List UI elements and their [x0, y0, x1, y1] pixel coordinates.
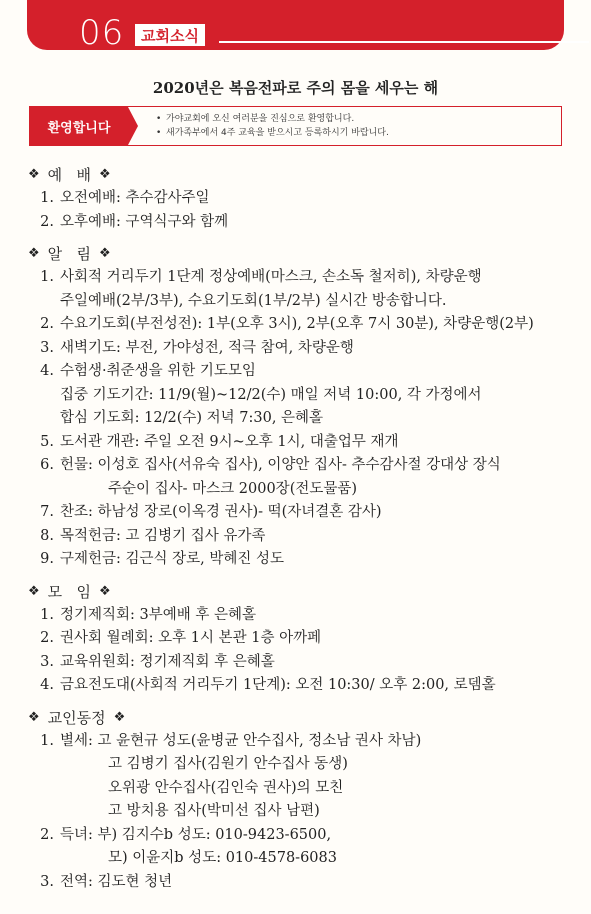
list-item: 2. 오후예배: 구역식구와 함께 — [40, 213, 229, 230]
meeting-section — [28, 580, 573, 698]
notice-section — [28, 242, 573, 572]
section-title-box — [135, 24, 205, 46]
list-item: 6. 헌물: 이성호 집사(서유숙 집사), 이양안 집사- 추수감사절 강대상 장식 — [40, 457, 501, 473]
section-title: 교회소식 — [141, 26, 199, 45]
members-section — [28, 706, 573, 895]
welcome-label: 환영합니다 — [30, 107, 128, 145]
list-item-continuation: 모) 이윤지b 성도: 010-4578-6083 — [108, 850, 337, 866]
list-item-continuation: 주순이 집사- 마스크 2000장(전도물품) — [108, 480, 358, 497]
news-content — [28, 163, 573, 902]
list-item-continuation: 고 김병기 집사(김원기 안수집사 동생) — [108, 756, 348, 772]
list-item: 5. 도서관 개관: 주일 오전 9시~오후 1시, 대출업무 재개 — [40, 433, 399, 450]
welcome-line: • 새가족부에서 4주 교육을 받으시고 등록하시기 바랍니다. — [156, 128, 389, 138]
list-item-continuation: 주일예배(2부/3부), 수요기도회(1부/2부) 실시간 방송합니다. — [60, 292, 447, 309]
list-item: 2. 권사회 월례회: 오후 1시 본관 1층 아까페 — [40, 630, 322, 646]
list-item: 1. 사회적 거리두기 1단계 정상예배(마스크, 손소독 철저히), 차량운행 — [40, 269, 482, 285]
yearly-theme: 2020년은 복음전파로 주의 몸을 세우는 해 — [152, 79, 439, 97]
list-item: 1. 별세: 고 윤현규 성도(윤병균 안수집사, 정소남 권사 차남) — [40, 732, 422, 749]
list-item: 8. 목적헌금: 고 김병기 집사 유가족 — [40, 527, 266, 544]
diamond-icon: ❖ — [28, 583, 40, 599]
list-item-continuation: 오위광 안수집사(김인숙 권사)의 모친 — [108, 779, 344, 796]
welcome-box — [29, 106, 562, 146]
diamond-icon: ❖ — [28, 167, 40, 182]
section-number: 06 — [79, 13, 125, 53]
list-item: 3. 전역: 김도현 청년 — [40, 873, 173, 890]
list-item: 4. 금요전도대(사회적 거리두기 1단계): 오전 10:30/ 오후 2:00, 로뎀홀 — [40, 677, 496, 693]
diamond-icon: ❖ — [113, 709, 126, 725]
list-item: 3. 교육위원회: 정기제직회 후 은혜홀 — [40, 653, 275, 670]
list-item-continuation: 고 방치용 집사(박미선 집사 남편) — [108, 803, 320, 819]
list-item: 2. 수요기도회(부전성전): 1부(오후 3시), 2부(오후 7시 30분), 차량운행(2부) — [40, 316, 534, 332]
list-item-continuation: 합심 기도회: 12/2(수) 저녁 7:30, 은혜홀 — [60, 410, 324, 426]
section-heading: ❖ 교인동정 ❖ — [28, 706, 573, 730]
welcome-arrow-icon — [128, 107, 138, 145]
section-heading: ❖ 모 임 ❖ — [28, 580, 573, 604]
list-item: 2. 득녀: 부) 김지수b 성도: 010-9423-6500, — [40, 826, 332, 843]
diamond-icon: ❖ — [28, 246, 40, 261]
list-item: 9. 구제헌금: 김근식 장로, 박혜진 성도 — [40, 551, 285, 567]
welcome-line: • 가야교회에 오신 여러분을 진심으로 환영합니다. — [156, 114, 355, 124]
diamond-icon: ❖ — [98, 167, 111, 182]
list-item-continuation: 집중 기도기간: 11/9(월)~12/2(수) 매일 저녁 10:00, 각 가정에서 — [60, 386, 482, 403]
list-item: 7. 찬조: 하남성 장로(이옥경 권사)- 떡(자녀결혼 감사) — [40, 504, 382, 520]
diamond-icon: ❖ — [98, 583, 111, 599]
diamond-icon: ❖ — [98, 246, 111, 261]
list-item: 4. 수험생·취준생을 위한 기도모임 — [40, 363, 256, 379]
diamond-icon: ❖ — [28, 709, 40, 725]
worship-section — [28, 163, 573, 234]
section-heading: ❖ 알 림 ❖ — [28, 242, 573, 266]
welcome-lines — [156, 112, 389, 140]
header-divider — [219, 41, 589, 43]
list-item: 1. 정기제직회: 3부예배 후 은혜홀 — [40, 606, 257, 623]
section-heading: ❖ 예 배 ❖ — [28, 163, 573, 187]
list-item: 1. 오전예배: 추수감사주일 — [40, 190, 210, 206]
section-header — [27, 0, 564, 53]
list-item: 3. 새벽기도: 부전, 가야성전, 적극 참여, 차량운행 — [40, 339, 354, 356]
